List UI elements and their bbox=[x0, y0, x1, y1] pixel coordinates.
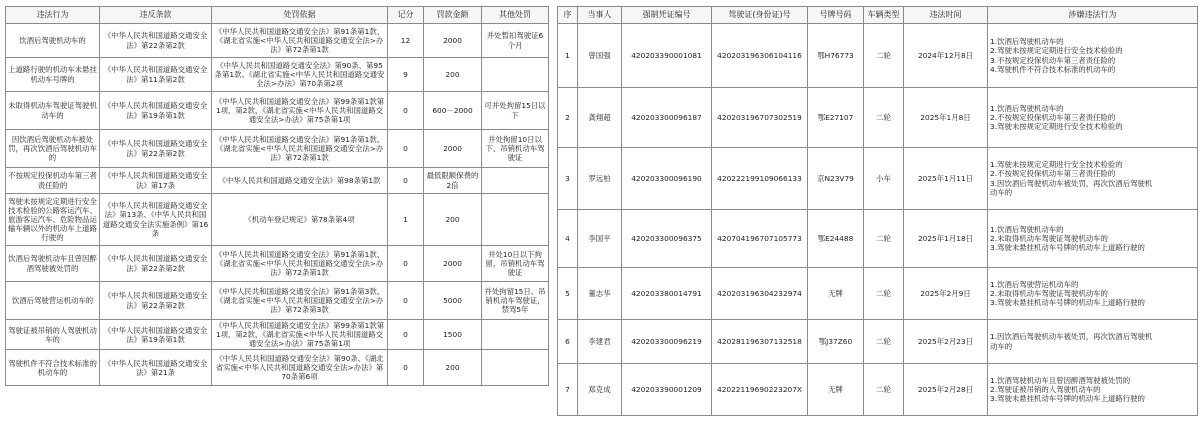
penalty-basis-cell: 《中华人民共和国道路交通安全法》第91条第1款、《湖北省实施<中华人民共和国道路交通安全法>办法》第72条第1款 bbox=[212, 130, 388, 168]
table-header-row bbox=[6, 7, 549, 24]
violation-act-cell: 因饮酒后驾驶机动车被处罚，再次饮酒后驾驶机动车的 bbox=[6, 130, 100, 168]
points-cell: 0 bbox=[388, 168, 424, 194]
suspected-violations-cell bbox=[988, 24, 1198, 88]
table-row bbox=[558, 268, 1198, 320]
violation-clause-cell: 《中华人民共和国道路交通安全法》第19条第1款 bbox=[100, 320, 212, 350]
violation-act-cell: 饮酒后驾驶机动车的 bbox=[6, 24, 100, 58]
violation-line: 2.不按规定投保机动车第三者责任险的 bbox=[990, 169, 1116, 179]
license-number-cell: 420281196307132518 bbox=[712, 320, 808, 364]
table-row bbox=[558, 210, 1198, 268]
violation-line: 2.驾驶证被吊销的人驾驶机动车的 bbox=[990, 384, 1101, 394]
fine-cell: 2000 bbox=[424, 130, 482, 168]
violation-line: 3.因饮酒后驾驶机动车被处罚，再次饮酒后驾驶机 bbox=[990, 178, 1153, 188]
violation-time-cell: 2025年2月9日 bbox=[904, 268, 988, 320]
violation-act-cell: 未取得机动车驾驶证驾驶机动车的 bbox=[6, 92, 100, 130]
violation-act-cell: 驾驶未按规定定期进行安全技术检验的公路客运汽车、旅游客运汽车、危险物品运输车辆以外的机动车上道路行驶的 bbox=[6, 194, 100, 246]
license-number-cell: 420704196707105773 bbox=[712, 210, 808, 268]
party-name-cell: 李建君 bbox=[578, 320, 622, 364]
violation-line: 3.不按规定投保机动车第三者责任险的 bbox=[990, 55, 1116, 65]
violation-clause-cell: 《中华人民共和国道路交通安全法》第21条 bbox=[100, 350, 212, 386]
party-name-cell: 龚翔超 bbox=[578, 88, 622, 148]
fine-cell: 5000 bbox=[424, 282, 482, 320]
table-header-row bbox=[558, 7, 1198, 24]
vehicle-type-cell: 二轮 bbox=[864, 24, 904, 88]
suspected-violations-cell bbox=[988, 88, 1198, 148]
table-row bbox=[558, 148, 1198, 210]
other-penalty-cell bbox=[482, 194, 549, 246]
points-cell: 0 bbox=[388, 246, 424, 282]
table-row bbox=[6, 320, 549, 350]
party-name-cell: 曾国强 bbox=[578, 24, 622, 88]
violation-time-cell: 2025年1月11日 bbox=[904, 148, 988, 210]
column-header: 违法时间 bbox=[904, 7, 988, 24]
penalty-basis-cell: 《中华人民共和国道路交通安全法》第99条第1款第1项、第2款、《湖北省实施<中华人民共和国道路交通安全法>办法》第75条第1项 bbox=[212, 320, 388, 350]
plate-number-cell: 鄂H76773 bbox=[808, 24, 864, 88]
other-penalty-cell: 并处拘留10日以下、吊销机动车驾驶证 bbox=[482, 130, 549, 168]
table-row bbox=[6, 92, 549, 130]
violation-line: 3.驾驶未悬挂机动车号牌的机动车上道路行驶的 bbox=[990, 243, 1145, 253]
certificate-number-cell: 420203300096187 bbox=[622, 88, 712, 148]
table-row bbox=[6, 130, 549, 168]
violation-time-cell: 2025年2月23日 bbox=[904, 320, 988, 364]
violation-line: 3.驾驶未悬挂机动车号牌的机动车上道路行驶的 bbox=[990, 394, 1145, 404]
fine-cell: 200 bbox=[424, 58, 482, 92]
plate-number-cell: 京N23V79 bbox=[808, 148, 864, 210]
violation-clause-cell: 《中华人民共和国道路交通安全法》第11条第2款 bbox=[100, 58, 212, 92]
table-row bbox=[558, 364, 1198, 416]
other-penalty-cell bbox=[482, 320, 549, 350]
penalty-basis-cell: 《中华人民共和国道路交通安全法》第90条、《湖北省实施<中华人民共和国道路交通安全法>办法》第70条第6项 bbox=[212, 350, 388, 386]
violation-clause-cell: 《中华人民共和国道路交通安全法》第22条第2款 bbox=[100, 130, 212, 168]
violation-clause-cell: 《中华人民共和国道路交通安全法》第19条第1款 bbox=[100, 92, 212, 130]
violation-line: 2.驾驶未按规定定期进行安全技术检验的 bbox=[990, 46, 1123, 56]
violation-time-cell: 2025年1月18日 bbox=[904, 210, 988, 268]
table-row bbox=[6, 24, 549, 58]
other-penalty-cell: 并处暂扣驾驶证6个月 bbox=[482, 24, 549, 58]
license-number-cell: 42022119690223207X bbox=[712, 364, 808, 416]
violation-line: 3.驾驶未悬挂机动车号牌的机动车上道路行驶的 bbox=[990, 298, 1145, 308]
penalty-basis-cell: 《中华人民共和国道路交通安全法》第90条、第95条第1款、《湖北省实施<中华人民共和国道路交通安全法>办法》第70条第2项 bbox=[212, 58, 388, 92]
vehicle-type-cell: 二轮 bbox=[864, 88, 904, 148]
table-row bbox=[6, 194, 549, 246]
vehicle-type-cell: 二轮 bbox=[864, 268, 904, 320]
fine-cell: 600－2000 bbox=[424, 92, 482, 130]
violation-rules-table bbox=[5, 6, 549, 386]
points-cell: 0 bbox=[388, 320, 424, 350]
suspected-violations-cell bbox=[988, 210, 1198, 268]
certificate-number-cell: 420203390001209 bbox=[622, 364, 712, 416]
row-number-cell: 2 bbox=[558, 88, 578, 148]
violation-line: 1.因饮酒后驾驶机动车被处罚，再次饮酒后驾驶机 bbox=[990, 332, 1153, 342]
table-row bbox=[6, 58, 549, 92]
party-name-cell: 郑克成 bbox=[578, 364, 622, 416]
violation-line: 1.饮酒后驾驶机动车的 bbox=[990, 37, 1064, 47]
other-penalty-cell: 并处拘留15日、吊销机动车驾驶证，禁驾5年 bbox=[482, 282, 549, 320]
penalty-basis-cell: 《中华人民共和国道路交通安全法》第91条第1款、《湖北省实施<中华人民共和国道路交通安全法>办法》第72条第1款 bbox=[212, 24, 388, 58]
points-cell: 9 bbox=[388, 58, 424, 92]
row-number-cell: 3 bbox=[558, 148, 578, 210]
penalty-basis-cell: 《中华人民共和国道路交通安全法》第99条第1款第1项、第2款、《湖北省实施<中华人民共和国道路交通安全法>办法》第75条第1项 bbox=[212, 92, 388, 130]
suspected-violations-cell bbox=[988, 268, 1198, 320]
fine-cell: 2000 bbox=[424, 24, 482, 58]
other-penalty-cell: 可并处拘留15日以下 bbox=[482, 92, 549, 130]
table-row bbox=[558, 24, 1198, 88]
column-header: 驾驶证(身份证)号 bbox=[712, 7, 808, 24]
suspected-violations-cell bbox=[988, 148, 1198, 210]
violation-clause-cell: 《中华人民共和国道路交通安全法》第22条第2款 bbox=[100, 246, 212, 282]
certificate-number-cell: 420203390001081 bbox=[622, 24, 712, 88]
points-cell: 0 bbox=[388, 130, 424, 168]
violation-line: 2.未取得机动车驾驶证驾驶机动车的 bbox=[990, 288, 1108, 298]
violation-time-cell: 2024年12月8日 bbox=[904, 24, 988, 88]
vehicle-type-cell: 二轮 bbox=[864, 364, 904, 416]
points-cell: 1 bbox=[388, 194, 424, 246]
license-number-cell: 420222199109066133 bbox=[712, 148, 808, 210]
vehicle-type-cell: 小车 bbox=[864, 148, 904, 210]
vehicle-type-cell: 二轮 bbox=[864, 210, 904, 268]
column-header: 罚款金额 bbox=[424, 7, 482, 24]
penalty-basis-cell: 《中华人民共和国道路交通安全法》第98条第1款 bbox=[212, 168, 388, 194]
license-number-cell: 420203196306104116 bbox=[712, 24, 808, 88]
suspected-violations-cell bbox=[988, 320, 1198, 364]
row-number-cell: 1 bbox=[558, 24, 578, 88]
party-name-cell: 董志华 bbox=[578, 268, 622, 320]
violation-clause-cell: 《中华人民共和国道路交通安全法》第22条第2款 bbox=[100, 24, 212, 58]
row-number-cell: 5 bbox=[558, 268, 578, 320]
certificate-number-cell: 420203300096375 bbox=[622, 210, 712, 268]
penalty-basis-cell: 《中华人民共和国道路交通安全法》第91条第1款、《湖北省实施<中华人民共和国道路交通安全法>办法》第72条第1款 bbox=[212, 246, 388, 282]
plate-number-cell: 鄂E24488 bbox=[808, 210, 864, 268]
license-number-cell: 420203196707302519 bbox=[712, 88, 808, 148]
penalty-basis-cell: 《中华人民共和国道路交通安全法》第91条第3款、《湖北省实施<中华人民共和国道路交通安全法>办法》第72条第3款 bbox=[212, 282, 388, 320]
plate-number-cell: 鄂E27107 bbox=[808, 88, 864, 148]
violation-act-cell: 上道路行驶的机动车未悬挂机动车号牌的 bbox=[6, 58, 100, 92]
violation-act-cell: 驾驶证被吊销的人驾驶机动车的 bbox=[6, 320, 100, 350]
column-header: 违反条款 bbox=[100, 7, 212, 24]
violation-act-cell: 饮酒后驾驶机动车且曾因醉酒驾驶被处罚的 bbox=[6, 246, 100, 282]
violation-time-cell: 2025年2月28日 bbox=[904, 364, 988, 416]
certificate-number-cell: 420203300096190 bbox=[622, 148, 712, 210]
table-row bbox=[6, 168, 549, 194]
table-row bbox=[6, 246, 549, 282]
points-cell: 12 bbox=[388, 24, 424, 58]
points-cell: 0 bbox=[388, 92, 424, 130]
points-cell: 0 bbox=[388, 282, 424, 320]
column-header: 号牌号码 bbox=[808, 7, 864, 24]
table-row bbox=[6, 282, 549, 320]
fine-cell: 2000 bbox=[424, 246, 482, 282]
violation-line: 1.饮酒后驾驶营运机动车的 bbox=[990, 279, 1079, 289]
violation-line: 2.不按规定投保机动车第三者责任险的 bbox=[990, 112, 1116, 122]
fine-cell: 200 bbox=[424, 350, 482, 386]
column-header: 强制凭证编号 bbox=[622, 7, 712, 24]
other-penalty-cell bbox=[482, 168, 549, 194]
column-header: 违法行为 bbox=[6, 7, 100, 24]
violation-clause-cell: 《中华人民共和国道路交通安全法》第13条、《中华人民共和国道路交通安全法实施条例》第16条 bbox=[100, 194, 212, 246]
violation-line: 1.饮酒驾驶机动车且曾因醉酒驾驶被处罚的 bbox=[990, 375, 1131, 385]
other-penalty-cell: 并处10日以下拘留，吊销机动车驾驶证 bbox=[482, 246, 549, 282]
vehicle-type-cell: 二轮 bbox=[864, 320, 904, 364]
violation-line: 1.驾驶未按规定定期进行安全技术检验的 bbox=[990, 160, 1123, 170]
table-row bbox=[558, 88, 1198, 148]
points-cell: 0 bbox=[388, 350, 424, 386]
plate-number-cell: 鄂J37Z60 bbox=[808, 320, 864, 364]
fine-cell: 1500 bbox=[424, 320, 482, 350]
penalty-basis-cell: 《机动车登记规定》第78条第4项 bbox=[212, 194, 388, 246]
fine-cell: 200 bbox=[424, 194, 482, 246]
other-penalty-cell bbox=[482, 58, 549, 92]
violation-line: 动车的 bbox=[990, 187, 1013, 197]
suspected-violations-cell bbox=[988, 364, 1198, 416]
plate-number-cell: 无牌 bbox=[808, 268, 864, 320]
violation-line: 3.驾驶未按规定定期进行安全技术检验的 bbox=[990, 122, 1123, 132]
column-header: 车辆类型 bbox=[864, 7, 904, 24]
table-row bbox=[6, 350, 549, 386]
violation-clause-cell: 《中华人民共和国道路交通安全法》第22条第2款 bbox=[100, 282, 212, 320]
violator-list-table bbox=[557, 6, 1198, 416]
table-row bbox=[558, 320, 1198, 364]
certificate-number-cell: 420203300096219 bbox=[622, 320, 712, 364]
violation-line: 1.饮酒后驾驶机动车的 bbox=[990, 103, 1064, 113]
certificate-number-cell: 420203380014791 bbox=[622, 268, 712, 320]
violation-time-cell: 2025年1月8日 bbox=[904, 88, 988, 148]
plate-number-cell: 无牌 bbox=[808, 364, 864, 416]
column-header: 记分 bbox=[388, 7, 424, 24]
violation-line: 4.驾驶机件不符合技术标准的机动车的 bbox=[990, 64, 1116, 74]
party-name-cell: 李国平 bbox=[578, 210, 622, 268]
fine-cell: 最低限额保费的2倍 bbox=[424, 168, 482, 194]
violation-line: 1.饮酒后驾驶机动车的 bbox=[990, 224, 1064, 234]
party-name-cell: 罗远柏 bbox=[578, 148, 622, 210]
column-header: 当事人 bbox=[578, 7, 622, 24]
column-header: 序 bbox=[558, 7, 578, 24]
row-number-cell: 7 bbox=[558, 364, 578, 416]
row-number-cell: 4 bbox=[558, 210, 578, 268]
license-number-cell: 420203196304232974 bbox=[712, 268, 808, 320]
violation-line: 动车的 bbox=[990, 341, 1013, 351]
violation-act-cell: 驾驶机件不符合技术标准的机动车的 bbox=[6, 350, 100, 386]
column-header: 处罚依据 bbox=[212, 7, 388, 24]
row-number-cell: 6 bbox=[558, 320, 578, 364]
column-header: 涉嫌违法行为 bbox=[988, 7, 1198, 24]
column-header: 其他处罚 bbox=[482, 7, 549, 24]
violation-act-cell: 饮酒后驾驶营运机动车的 bbox=[6, 282, 100, 320]
violation-act-cell: 不按规定投保机动车第三者责任险的 bbox=[6, 168, 100, 194]
violation-clause-cell: 《中华人民共和国道路交通安全法》第17条 bbox=[100, 168, 212, 194]
violation-line: 2.未取得机动车驾驶证驾驶机动车的 bbox=[990, 233, 1108, 243]
other-penalty-cell bbox=[482, 350, 549, 386]
